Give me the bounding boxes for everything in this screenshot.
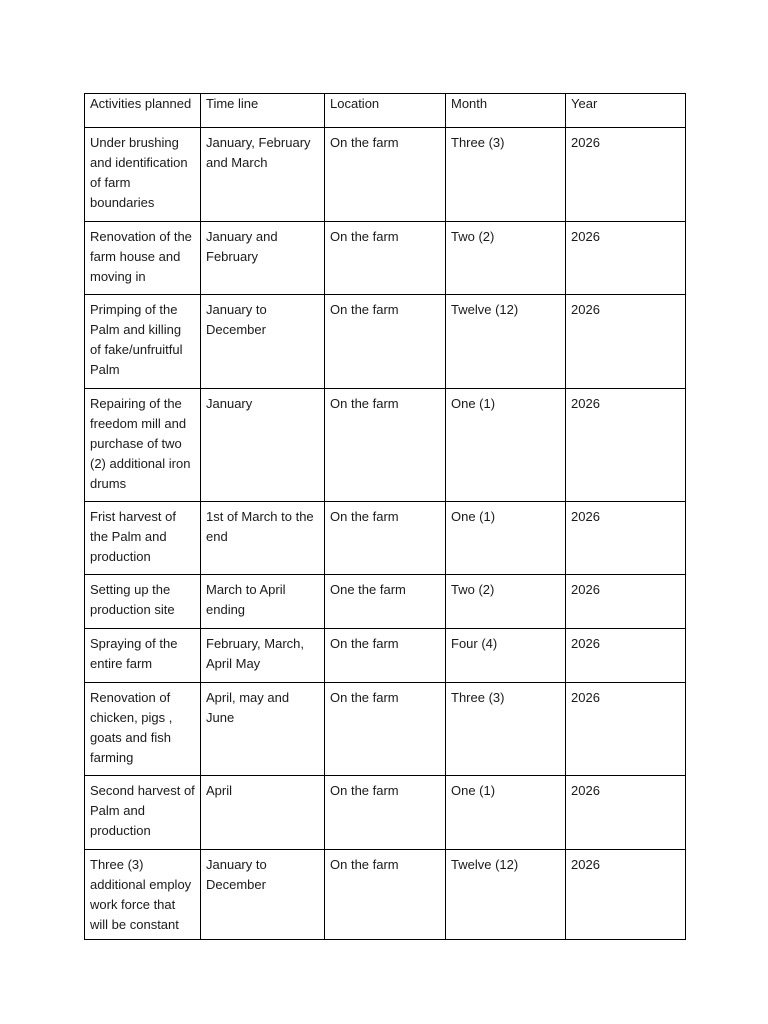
cell-year: 2026 [566, 295, 686, 389]
table-row [85, 222, 686, 295]
cell-activity: Repairing of the freedom mill and purchase of two (2) additional iron drums [85, 389, 201, 502]
cell-location: One the farm [325, 575, 446, 629]
header-month: Month [446, 94, 566, 128]
table-row [85, 629, 686, 683]
cell-year: 2026 [566, 776, 686, 850]
cell-location: On the farm [325, 850, 446, 940]
cell-activity: Spraying of the entire farm [85, 629, 201, 683]
cell-time-line: April, may and June [201, 683, 325, 776]
cell-time-line: January [201, 389, 325, 502]
table-row [85, 128, 686, 222]
table-row [85, 389, 686, 502]
cell-year: 2026 [566, 850, 686, 940]
cell-month: One (1) [446, 776, 566, 850]
cell-year: 2026 [566, 683, 686, 776]
cell-year: 2026 [566, 389, 686, 502]
cell-activity: Primping of the Palm and killing of fake/unfruitful Palm [85, 295, 201, 389]
cell-month: Three (3) [446, 128, 566, 222]
cell-year: 2026 [566, 575, 686, 629]
header-activities-planned: Activities planned [85, 94, 201, 128]
cell-time-line: January, February and March [201, 128, 325, 222]
header-time-line: Time line [201, 94, 325, 128]
table-row [85, 850, 686, 940]
cell-location: On the farm [325, 295, 446, 389]
cell-location: On the farm [325, 502, 446, 575]
cell-activity: Renovation of the farm house and moving in [85, 222, 201, 295]
table-row [85, 502, 686, 575]
cell-year: 2026 [566, 222, 686, 295]
table-row [85, 776, 686, 850]
cell-location: On the farm [325, 128, 446, 222]
cell-year: 2026 [566, 128, 686, 222]
cell-year: 2026 [566, 629, 686, 683]
table-row [85, 575, 686, 629]
cell-activity: Under brushing and identification of farm boundaries [85, 128, 201, 222]
cell-month: Twelve (12) [446, 295, 566, 389]
cell-time-line: February, March, April May [201, 629, 325, 683]
cell-month: One (1) [446, 502, 566, 575]
cell-location: On the farm [325, 629, 446, 683]
header-year: Year [566, 94, 686, 128]
cell-month: Two (2) [446, 222, 566, 295]
cell-activity: Renovation of chicken, pigs , goats and fish farming [85, 683, 201, 776]
table-row [85, 295, 686, 389]
cell-month: Three (3) [446, 683, 566, 776]
cell-activity: Frist harvest of the Palm and production [85, 502, 201, 575]
cell-time-line: 1st of March to the end [201, 502, 325, 575]
cell-month: Four (4) [446, 629, 566, 683]
cell-time-line: January to December [201, 850, 325, 940]
cell-time-line: January and February [201, 222, 325, 295]
table-row [85, 683, 686, 776]
cell-time-line: April [201, 776, 325, 850]
cell-year: 2026 [566, 502, 686, 575]
cell-activity: Setting up the production site [85, 575, 201, 629]
activities-table [84, 93, 686, 940]
header-location: Location [325, 94, 446, 128]
cell-activity: Second harvest of Palm and production [85, 776, 201, 850]
cell-location: On the farm [325, 389, 446, 502]
cell-activity: Three (3) additional employ work force that will be constant [85, 850, 201, 940]
cell-location: On the farm [325, 222, 446, 295]
cell-location: On the farm [325, 776, 446, 850]
cell-time-line: March to April ending [201, 575, 325, 629]
cell-location: On the farm [325, 683, 446, 776]
table-header-row [85, 94, 686, 128]
cell-month: Two (2) [446, 575, 566, 629]
cell-time-line: January to December [201, 295, 325, 389]
cell-month: Twelve (12) [446, 850, 566, 940]
cell-month: One (1) [446, 389, 566, 502]
